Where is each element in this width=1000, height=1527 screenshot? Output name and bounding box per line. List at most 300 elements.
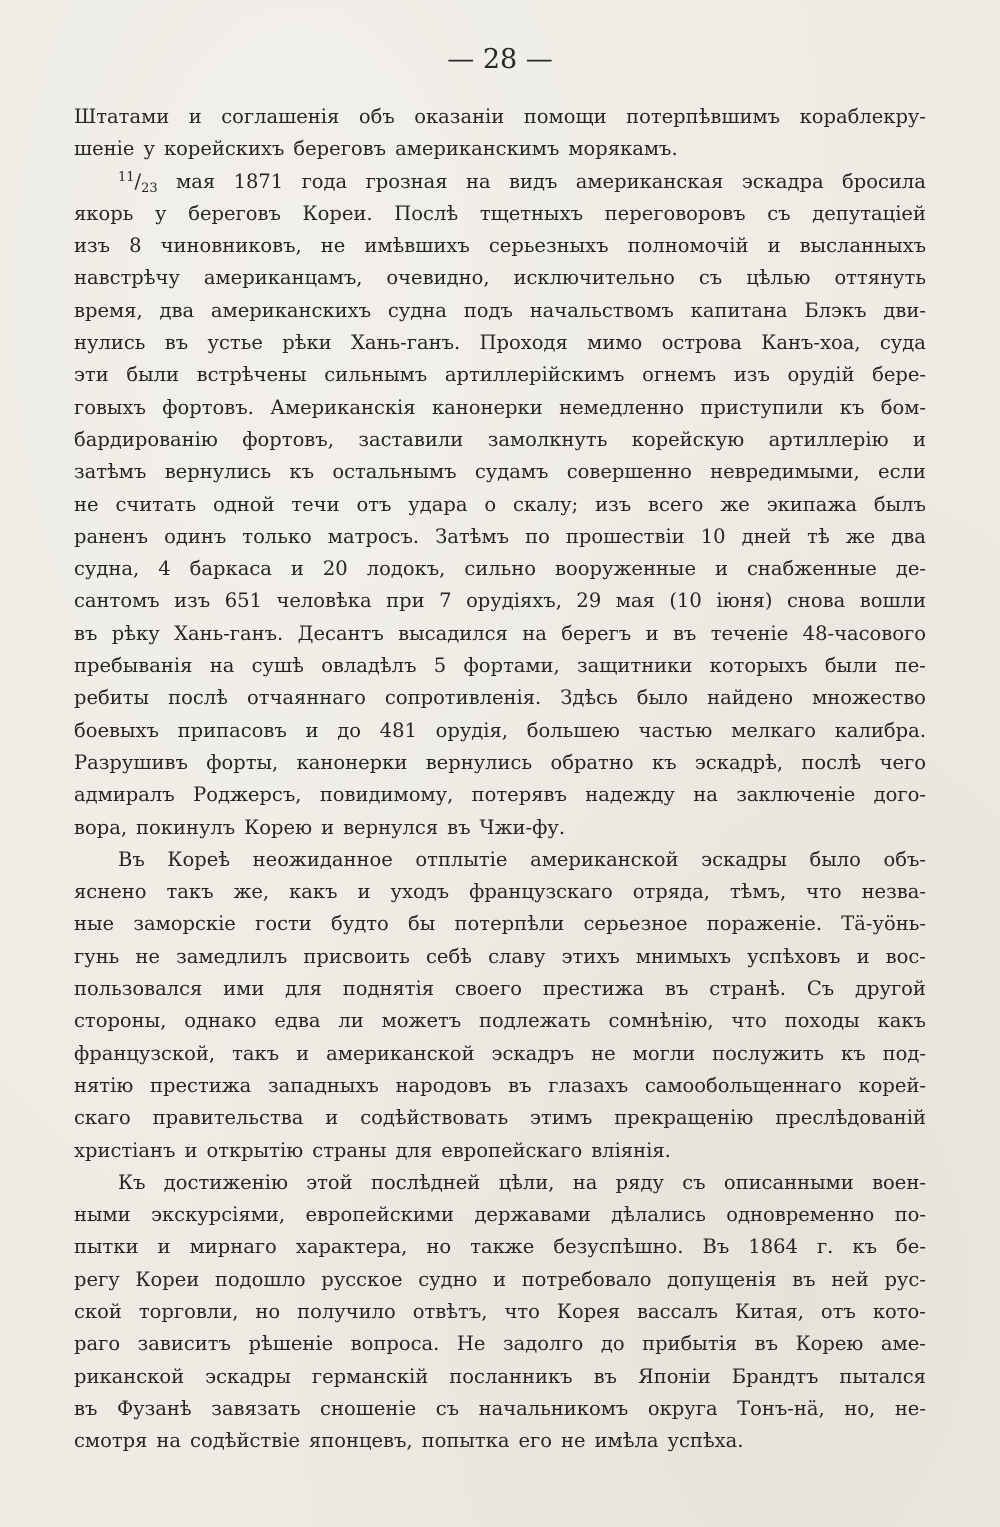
word: шеніе [74,137,135,161]
word: частью [638,718,713,742]
word: подошло [214,1267,306,1291]
word: французской, [74,1041,216,1065]
word: мелкаго [731,718,816,742]
word: отплытіе [415,847,508,871]
word: дѣлались [611,1203,706,1227]
word: успѣховъ [747,944,841,968]
word: самообольщеннаго [644,1073,842,1097]
text-line [74,908,926,940]
word: мнимыхъ [635,944,732,968]
word: Не [456,1332,486,1356]
word: на [156,1429,182,1453]
word: будто [331,912,389,936]
text-line [74,682,926,714]
word: Кореи [135,1267,200,1291]
word: до [337,718,361,742]
word: под- [882,1041,926,1065]
word: депутаціей [812,201,926,225]
word: какъ [289,880,338,904]
word: 4 [158,557,171,581]
word: $^{11}/_{23}$ [118,169,158,196]
word: отъ [356,492,392,516]
word: но, [844,1396,876,1420]
word: сушѣ [251,654,304,678]
word: заключеніе [736,783,856,807]
word: потерпѣли [454,912,565,936]
text-line [74,941,926,973]
word: нулись [74,331,146,355]
word: аме- [880,1332,926,1356]
word: де- [895,557,926,581]
word: скалу; [513,492,579,516]
word: раго [74,1332,121,1356]
word: 1871 [233,169,284,193]
word: дви- [883,298,926,322]
word: эскадра [741,169,824,193]
word: изъ [595,492,632,516]
word: японцевъ, [308,1429,413,1453]
word: задолго [502,1332,584,1356]
word: уходъ [390,880,450,904]
word: торговли, [138,1299,239,1323]
word: потерпѣвшимъ [626,105,781,128]
word: были [126,363,180,387]
text-line [74,1199,926,1231]
word: и [184,1138,198,1162]
text-line [74,262,926,294]
word: невредимыми, [710,460,860,484]
word: судна, [74,557,140,581]
word: орудій [787,363,855,387]
word: получило [297,1299,396,1323]
word: не [591,1041,616,1065]
word: съ [767,201,791,225]
word: въ [672,621,697,645]
word: попытка [421,1429,510,1453]
word: обратно [550,750,634,774]
word: кото- [872,1299,926,1323]
word: французскаго [469,880,613,904]
word: говыхъ [74,395,146,419]
word: достиженію [163,1170,288,1194]
word: русское [321,1267,403,1291]
word: не- [894,1396,926,1420]
word: вассалъ [637,1299,718,1323]
word: стороны, [74,1009,167,1033]
word: оказаніи [414,105,505,128]
word: овладѣлъ [321,654,417,678]
word: и [290,557,304,581]
text-line [74,1393,926,1425]
word: 5 [433,654,447,678]
word: не [320,234,346,258]
word: рѣку [111,621,160,645]
word: содѣйствовать [360,1106,509,1130]
text-line [74,844,926,876]
word: подъ [463,298,513,322]
word: 20 [322,557,348,581]
word: встрѣчены [196,363,307,387]
word: серьезныхъ [488,234,609,258]
word: вернулись [164,460,272,484]
word: вошли [859,589,926,613]
word: народовъ [395,1073,492,1097]
word: всего [648,492,704,516]
text-line [74,1005,926,1037]
text-line [74,1296,926,1328]
word: и [157,1235,171,1259]
word: капитана [690,298,788,322]
word: 651 [224,589,262,613]
word: калибра. [834,718,926,742]
word: мая [176,169,216,193]
word: объ [358,105,395,128]
text-line [74,1328,926,1360]
word: Въ [702,1235,730,1259]
word: престижа [150,1073,252,1097]
word: для [395,1138,433,1162]
word: дого- [873,783,926,807]
word: для [285,977,322,1001]
word: эскадры [701,847,787,871]
word: высадился [398,621,508,645]
word: судна [387,298,447,322]
text-line [74,1264,926,1296]
word: потребовало [521,1267,652,1291]
word: однако [184,1009,257,1033]
word: завязать [211,1396,301,1420]
word: европейскаго [441,1138,583,1162]
word: Кореѣ [167,847,231,871]
word: потерявъ [471,783,567,807]
word: Штатами [74,105,170,128]
word: отчаяннаго [246,686,366,710]
word: присвоить [303,944,410,968]
word: цѣли, [498,1170,555,1194]
word: надежду [585,783,675,807]
word: Китая, [734,1299,804,1323]
word: пораженіе. [706,912,823,936]
word: могли [632,1041,696,1065]
word: человѣка [276,589,372,613]
word: Здѣсь [560,686,618,710]
word: если [878,460,926,484]
word: послѣ [168,686,228,710]
word: у [143,137,155,161]
word: же [720,492,750,516]
word: якорь [74,201,134,225]
text-line [74,166,926,198]
word: германскій [311,1364,429,1388]
word: и [188,105,202,128]
word: берегъ [561,621,632,645]
word: ряду [615,1170,664,1194]
word: Хань-ганъ. [351,331,461,355]
text-line [74,779,926,811]
word: видъ [508,169,558,193]
word: мирнаго [189,1235,277,1259]
word: 29 [576,589,602,613]
word: отряда, [632,880,710,904]
text-line [74,1167,926,1199]
word: ли [338,1009,364,1033]
word: одновременно [726,1203,875,1227]
word: въ [447,815,471,839]
word: оттянуть [834,266,926,290]
word: два [159,298,195,322]
word: припасовъ [177,718,287,742]
text-line [74,1231,926,1263]
word: американской [530,847,679,871]
word: зависитъ [137,1332,231,1356]
word: Затѣмъ [435,524,510,548]
word: корейскихъ [163,137,285,161]
word: Проходя [479,331,568,355]
word: вернулись [425,750,533,774]
word: и [493,1267,507,1291]
word: прекращенію [614,1106,754,1130]
word: гунь [74,944,120,968]
word: одной [212,492,275,516]
text-line [74,133,926,165]
word: такъ [166,880,214,904]
word: на [572,1170,598,1194]
word: нятію [74,1073,134,1097]
text-line [74,876,926,908]
word: что [731,1009,767,1033]
word: содѣйствіе [190,1429,300,1453]
word: множество [812,686,926,710]
word: артиллерію [768,427,889,451]
word: заставили [358,427,464,451]
word: Съ [806,977,835,1001]
word: Американскія [270,395,416,419]
word: послѣ [801,750,862,774]
word: покинулъ [136,815,236,839]
word: можетъ [381,1009,462,1033]
word: эскадры [205,1364,291,1388]
word: мимо [587,331,643,355]
word: въ [593,1364,617,1388]
word: европейскими [305,1203,455,1227]
word: совершенно [566,460,692,484]
word: славу [488,944,546,968]
word: до [600,1332,625,1356]
word: очевидно, [386,266,490,290]
word: риканской [74,1364,185,1388]
word: Корею [795,1332,864,1356]
word: къ [651,750,677,774]
word: на [693,783,718,807]
word: цѣлью [746,266,811,290]
text-line [74,295,926,327]
word: преслѣдованій [775,1106,926,1130]
word: канонерки [296,750,408,774]
word: Брандтъ [731,1364,819,1388]
word: не [74,492,99,516]
text-line [74,327,926,359]
word: по- [894,1203,926,1227]
word: Послѣ [394,201,459,225]
text-line [74,1135,926,1167]
word: (10 [669,589,702,613]
word: немедленно [559,395,685,419]
word: скаго [74,1106,131,1130]
word: большею [526,718,620,742]
word: сопротивленія. [384,686,542,710]
word: и [715,557,728,581]
word: гости [255,912,312,936]
word: пребыванія [74,654,193,678]
word: при [386,589,425,613]
text-line [74,489,926,521]
word: другой [854,977,926,1001]
word: фортовъ. [162,395,254,419]
word: было [809,847,861,871]
word: пытки [74,1235,139,1259]
word: корейскую [631,427,745,451]
word: дней [741,524,792,548]
word: также [470,1235,535,1259]
word: американцамъ, [203,266,363,290]
word: навстрѣчу [74,266,180,290]
word: Корея [556,1299,621,1323]
text-line [74,618,926,650]
word: американской [326,1041,475,1065]
word: 7 [439,589,452,613]
word: допущенія [667,1267,777,1291]
word: тѣ [807,524,830,548]
word: орудіяхъ, [466,589,562,613]
word: въ [164,331,189,355]
word: Чжи-фу. [479,815,566,839]
word: едва [274,1009,321,1033]
word: лодокъ, [366,557,446,581]
text-line [74,1361,926,1393]
word: своего [454,977,523,1001]
word: соглашенія [221,105,340,128]
word: въ [74,1396,98,1420]
word: рѣки [282,331,332,355]
word: ской [74,1299,122,1323]
word: правительства [152,1106,304,1130]
word: сношеніе [320,1396,417,1420]
word: и [296,1041,310,1065]
word: бросила [842,169,926,193]
word: высланныхъ [799,234,926,258]
word: въ [665,977,689,1001]
word: на [465,169,491,193]
word: къ [289,460,315,484]
word: Въ [118,847,145,871]
word: послѣдней [370,1170,481,1194]
word: начальникомъ [478,1396,629,1420]
word: бом- [880,395,926,419]
word: экскурсіями, [151,1203,286,1227]
word: что [504,1299,540,1323]
word: береговъ [293,137,387,161]
word: державами [474,1203,591,1227]
word: неожиданное [252,847,393,871]
word: вооруженные [555,557,696,581]
word: съ [435,1396,460,1420]
word: іюня) [716,589,773,613]
word: бе- [896,1235,926,1259]
word: этимъ [529,1106,593,1130]
text-line [74,359,926,391]
word: Десантъ [297,621,384,645]
word: Къ [118,1170,146,1194]
word: въ [792,1267,816,1291]
word: въ [508,1073,532,1097]
word: остальнымъ [332,460,457,484]
word: форты, [206,750,279,774]
word: и [856,944,870,968]
word: такъ [232,1041,280,1065]
word: фортовъ, [242,427,334,451]
text-line [74,715,926,747]
word: серьезное [583,912,688,936]
word: тщетныхъ [479,201,583,225]
word: кораблекру- [799,105,926,128]
word: боевыхъ [74,718,159,742]
word: имѣвшихъ [364,234,470,258]
word: экипажа [766,492,857,516]
word: американскихъ [210,298,372,322]
word: ными [74,1203,131,1227]
text-line [74,553,926,585]
word: защитники [577,654,693,678]
word: помощи [523,105,607,128]
word: характера, [295,1235,408,1259]
word: бардированію [74,427,218,451]
word: баркаса [189,557,272,581]
word: объ- [883,847,926,871]
word: смотря [74,1429,148,1453]
word: устье [207,331,263,355]
word: же [845,524,876,548]
word: которыхъ [709,654,808,678]
word: странѣ. [709,977,786,1001]
word: бы [408,912,436,936]
word: переговоровъ [604,201,746,225]
word: сомнѣнію, [608,1009,714,1033]
word: и [321,815,335,839]
word: сильнымъ [324,363,428,387]
word: къ [839,395,865,419]
word: себѣ [425,944,472,968]
word: прошествіи [565,524,685,548]
word: подлежать [479,1009,591,1033]
word: артиллерійскимъ [444,363,625,387]
word: найдено [707,686,794,710]
word: западныхъ [267,1073,379,1097]
word: по [525,524,550,548]
word: ребиты [74,686,150,710]
word: вернулся [343,815,439,839]
word: и [357,880,371,904]
word: Разрушивъ [74,750,188,774]
word: воен- [872,1170,926,1194]
word: течи [291,492,340,516]
word: судамъ [474,460,549,484]
word: американская [575,169,724,193]
word: Канъ-хоа, [761,331,861,355]
word: 10 [700,524,726,548]
word: Корею [244,815,313,839]
word: съ [682,1170,706,1194]
word: въ [74,621,98,645]
